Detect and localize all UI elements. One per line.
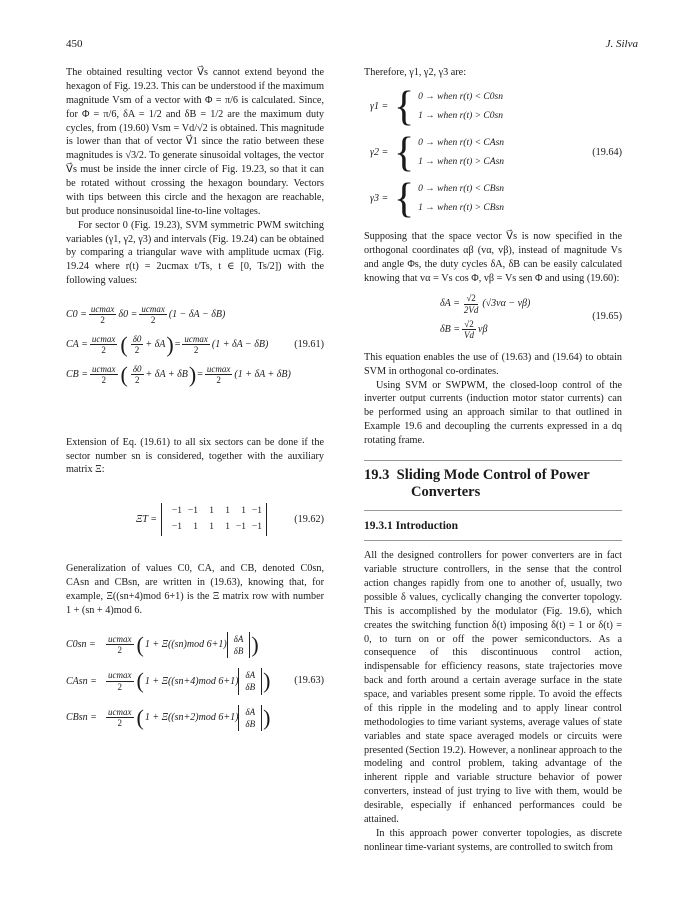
equation-19-65 (364, 293, 622, 340)
eq-c0sn-row: C0sn = $\frac{ucmax}{2}$ ( 1 + Ξ((sn)mod 6+1) δA δB ) (66, 631, 259, 657)
eq-gamma3-row: γ3 = { 0 → when r(t) < CBsn 1 → when r(t) > CBsn (370, 175, 505, 222)
paragraph-closed-loop: Using SVM or SWPWM, the closed-loop control of the inverter output currents (induction motor stator currents) can be performed using an approach similar to that outlined in Example 19.6 and decoupling the currents expressed in a dq rotating frame. (364, 379, 622, 446)
left-column (66, 66, 324, 741)
paragraph-generalization: Generalization of values C0, CA, and CB, denoted C0sn, CAsn and CBsn, are written in (19.63), knowing that, for example, Ξ((sn+4)mod 6+1) is the Ξ matrix row with number 1 + (sn + 4)mod 6. (66, 563, 324, 616)
paragraph-orthogonal: Supposing that the space vector V⃗s is now specified in the orthogonal coordinates αβ (vα, vβ), instead of magnitude Vs and angle Φs, the duty cycles δA, δB can be easily calculated knowing that vα = Vs cos Φ, vβ = Vs sen Φ and using (19.60): (364, 230, 622, 284)
eq-gamma2-row: γ2 = { 0 → when r(t) < CAsn 1 → when r(t) > CAsn (370, 129, 505, 176)
eq-cbsn-row: CBsn = $\frac{ucmax}{2}$ ( 1 + Ξ((sn+2)mod 6+1) δA δB ) (66, 704, 271, 730)
running-head-author: J. Silva (605, 38, 638, 50)
eq-gamma1-row: γ1 = { 0 → when r(t) < C0sn 1 → when r(t) > C0sn (370, 83, 503, 130)
subsection-heading-introduction: 19.3.1 Introduction (364, 519, 622, 542)
equation-number-19-63: (19.63) (294, 675, 324, 687)
page-number: 450 (66, 38, 83, 50)
eq-cb-row: CB = $\frac{ucmax}{2}$ ( $\frac{\delta 0}{2}$ + δA + δB ) = $\frac{ucmax}{2}$ (1 + δA + δB) (66, 361, 291, 387)
eq-deltaB-row: δB = $\frac{√2}{Vd}$ vβ (440, 319, 488, 341)
eq-deltaA-row: δA = $\frac{√2}{2Vd}$ (√3vα − vβ) (440, 293, 531, 315)
equation-19-62: ΞT = −1 −1 1 1 1 −1 −1 1 1 1 −1 −1 (19.62) (66, 503, 324, 536)
eq-c0-row: C0 = $\frac{ucmax}{2}$ δ0 = $\frac{ucmax}{2}$ (1 − δA − δB) (66, 304, 226, 326)
equation-19-64 (364, 83, 622, 222)
page-header (66, 38, 638, 54)
section-divider (364, 460, 622, 461)
equation-number-19-64: (19.64) (592, 146, 622, 158)
equation-number-19-61: (19.61) (294, 338, 324, 350)
paragraph-svm-orthogonal: This equation enables the use of (19.63) and (19.64) to obtain SVM in orthogonal co-ordinates. (364, 351, 622, 377)
section-heading-19-3: 19.3 Sliding Mode Control of Power Converters (364, 466, 590, 501)
paragraph-hexagon: The obtained resulting vector V⃗s cannot extend beyond the hexagon of Fig. 19.23. This can be understood if the maximum magnitude Vsm of a vector with Φ = π/6 is calculated. Since, for Φ = π/6, δA = 1/2 and δB = 1/2 are the maximum duty cycles, from (19.60) Vsm = Vd/√2 is obtained. This magnitude is lower than that of vector V⃗1 since the ratio between these magnitudes is √3/2. To generate sinusoidal voltages, the vector V⃗s must be inside the inner circle of Fig. 19.23, so that it can be rotated without crossing the hexagon boundary. Vectors with tips between this circle and the hexagon are reachable, but produce nonsinusoidal line-to-line voltages. (66, 67, 324, 217)
xi-matrix: −1 −1 1 1 1 −1 −1 1 1 1 −1 −1 (161, 503, 267, 536)
right-column (364, 66, 622, 855)
paragraph-variable-structure: All the designed controllers for power converters are in fact variable structure controllers, in the sense that the control action changes rapidly from one to another of, usually, two possible δ values, cyclically changing the converter topology. This is accomplished by the modulator (Fig. 19.6), which creates the switching function δ(t) imposing δ(t) = 1 or δ(t) = 0, to turn on or off the power semiconductors. As a consequence of this discontinuous control action, indispensable for efficiency reasons, state trajectories move back and forth around a certain average surface in the state space, and variables present some ripple. To avoid the effects of this ripple in the modeling and to apply linear control methodologies to time variant systems, average values of state variables and state space averaged models or circuits were presented (Section 19.2). However, a nonlinear approach to the modeling and control problem, taking advantage of the inherent ripple and variable structure behavior of power converters, instead of just trying to live with them, would be desirable, especially if enhanced performances could be attained. (364, 550, 622, 825)
section-divider-lower (364, 510, 622, 511)
paragraph-approach: In this approach power converter topologies, as discrete nonlinear time-variant systems, are controlled to switch from (364, 827, 622, 853)
eq-casn-row: CAsn = $\frac{ucmax}{2}$ ( 1 + Ξ((sn+4)mod 6+1) δA δB ) (66, 668, 271, 694)
equation-number-19-62: (19.62) (294, 513, 324, 525)
paragraph-therefore: Therefore, γ1, γ2, γ3 are: (364, 67, 467, 78)
equation-19-63 (66, 632, 324, 731)
paragraph-sector-zero: For sector 0 (Fig. 19.23), SVM symmetric PWM switching variables (γ1, γ2, γ3) and intervals (Fig. 19.24) can be obtained by comparing a triangular wave with amplitude ucmax (Fig. 19.24 where r(t) = 2ucmax t/Ts, t ∈ [0, Ts/2]) with the following values: (66, 219, 324, 287)
paragraph-extension: Extension of Eq. (19.61) to all six sectors can be done if the sector number sn is considered, together with the auxiliary matrix Ξ: (66, 436, 324, 476)
eq-ca-row: CA = $\frac{ucmax}{2}$ ( $\frac{\delta 0}{2}$ + δA ) = $\frac{ucmax}{2}$ (1 + δA − δB) (66, 331, 269, 357)
equation-19-61 (66, 304, 324, 386)
equation-number-19-65: (19.65) (592, 311, 622, 323)
